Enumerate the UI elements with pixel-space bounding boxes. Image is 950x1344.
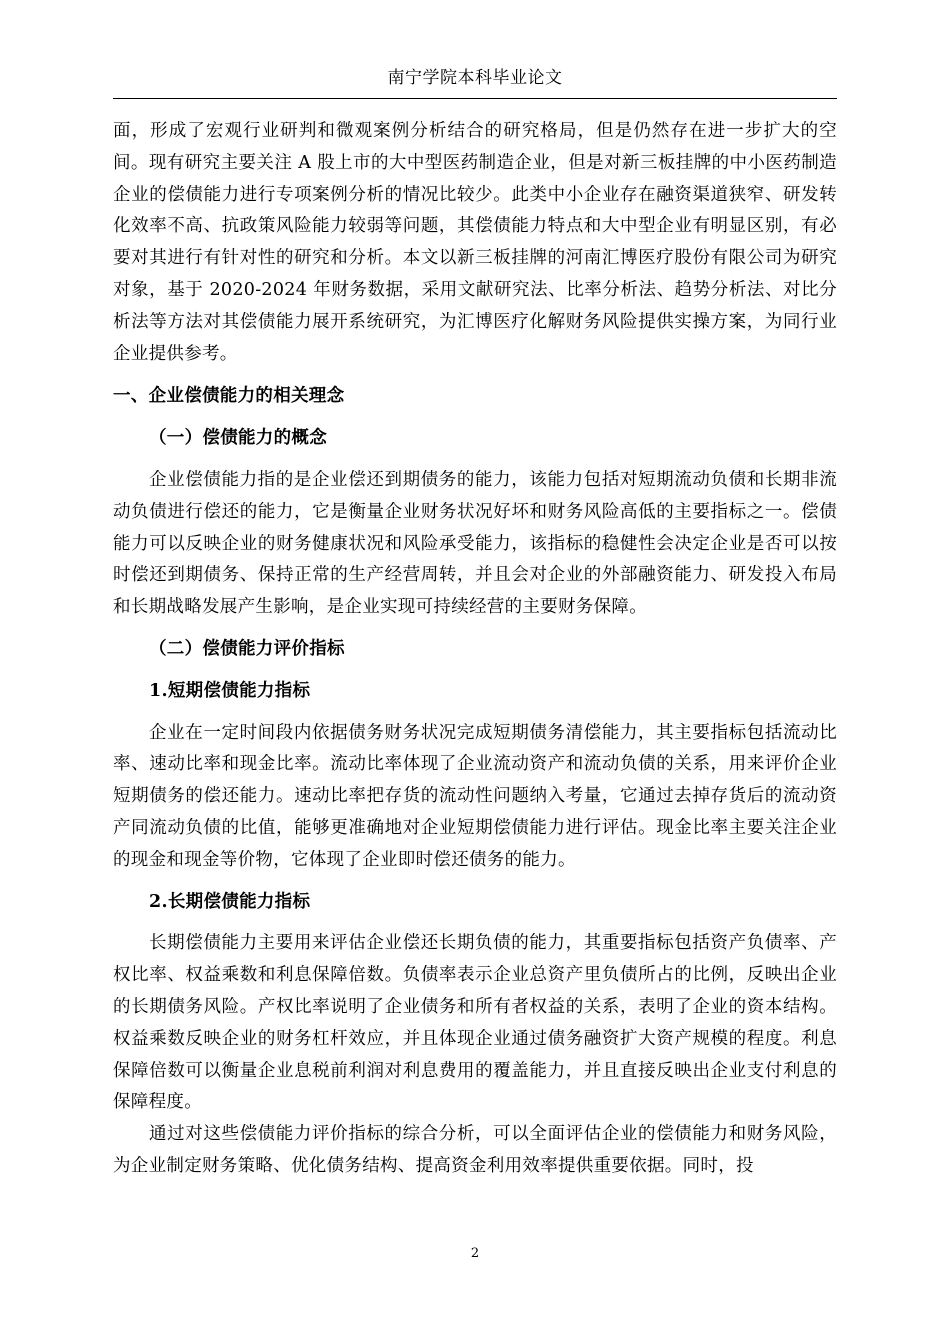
subsection-heading-2: （二）偿债能力评价指标	[149, 638, 345, 659]
summary-paragraph: 通过对这些偿债能力评价指标的综合分析，可以全面评估企业的偿债能力和财务风险，为企业制定财务策略、优化债务结构、提高资金利用效率提供重要依据。同时，投	[113, 1124, 837, 1176]
item-heading-2: 2.长期偿债能力指标	[149, 891, 311, 912]
item-2-paragraph: 长期偿债能力主要用来评估企业偿还长期负债的能力，其重要指标包括资产负债率、产权比率、权益乘数和利息保障倍数。负债率表示企业总资产里负债所占的比例，反映出企业的长期债务风险。产权比率说明了企业债务和所有者权益的关系，表明了企业的资本结构。权益乘数反映企业的财务杠杆效应，并且体现企业通过债务融资扩大资产规模的程度。利息保障倍数可以衡量企业息税前利润对利息费用的覆盖能力，并且直接反映出企业支付利息的保障程度。	[113, 933, 837, 1113]
item-heading-1: 1.短期偿债能力指标	[149, 680, 311, 701]
subsection-1-paragraph: 企业偿债能力指的是企业偿还到期债务的能力，该能力包括对短期流动负债和长期非流动负债进行偿还的能力，它是衡量企业财务状况好坏和财务风险高低的主要指标之一。偿债能力可以反映企业的财务健康状况和风险承受能力，该指标的稳健性会决定企业是否可以按时偿还到期债务、保持正常的生产经营周转，并且会对企业的外部融资能力、研发投入布局和长期战略发展产生影响，是企业实现可持续经营的主要财务保障。	[113, 469, 837, 618]
header-rule	[113, 98, 837, 99]
running-header: 南宁学院本科毕业论文	[387, 68, 563, 88]
section-heading-1: 一、企业偿债能力的相关理念	[113, 386, 345, 407]
intro-paragraph: 面，形成了宏观行业研判和微观案例分析结合的研究格局，但是仍然存在进一步扩大的空间。现有研究主要关注 A 股上市的大中型医药制造企业，但是对新三板挂牌的中小医药制造企业的偿债能力进行专项案例分析的情况比较少。此类中小企业存在融资渠道狭窄、研发转化效率不高、抗政策风险能力较弱等问题，其偿债能力特点和大中型企业有明显区别，有必要对其进行有针对性的研究和分析。本文以新三板挂牌的河南汇博医疗股份有限公司为研究对象，基于 2020-2024 年财务数据，采用文献研究法、比率分析法、趋势分析法、对比分析法等方法对其偿债能力展开系统研究，为汇博医疗化解财务风险提供实操方案，为同行业企业提供参考。	[113, 121, 837, 364]
item-1-paragraph: 企业在一定时间段内依据债务财务状况完成短期债务清偿能力，其主要指标包括流动比率、速动比率和现金比率。流动比率体现了企业流动资产和流动负债的关系，用来评价企业短期债务的偿还能力。速动比率把存货的流动性问题纳入考量，它通过去掉存货后的流动资产同流动负债的比值，能够更准确地对企业短期偿债能力进行评估。现金比率主要关注企业的现金和现金等价物，它体现了企业即时偿还债务的能力。	[113, 722, 837, 870]
body-text	[113, 116, 837, 1183]
page-number: 2	[470, 1246, 480, 1261]
subsection-heading-1: （一）偿债能力的概念	[149, 428, 327, 449]
